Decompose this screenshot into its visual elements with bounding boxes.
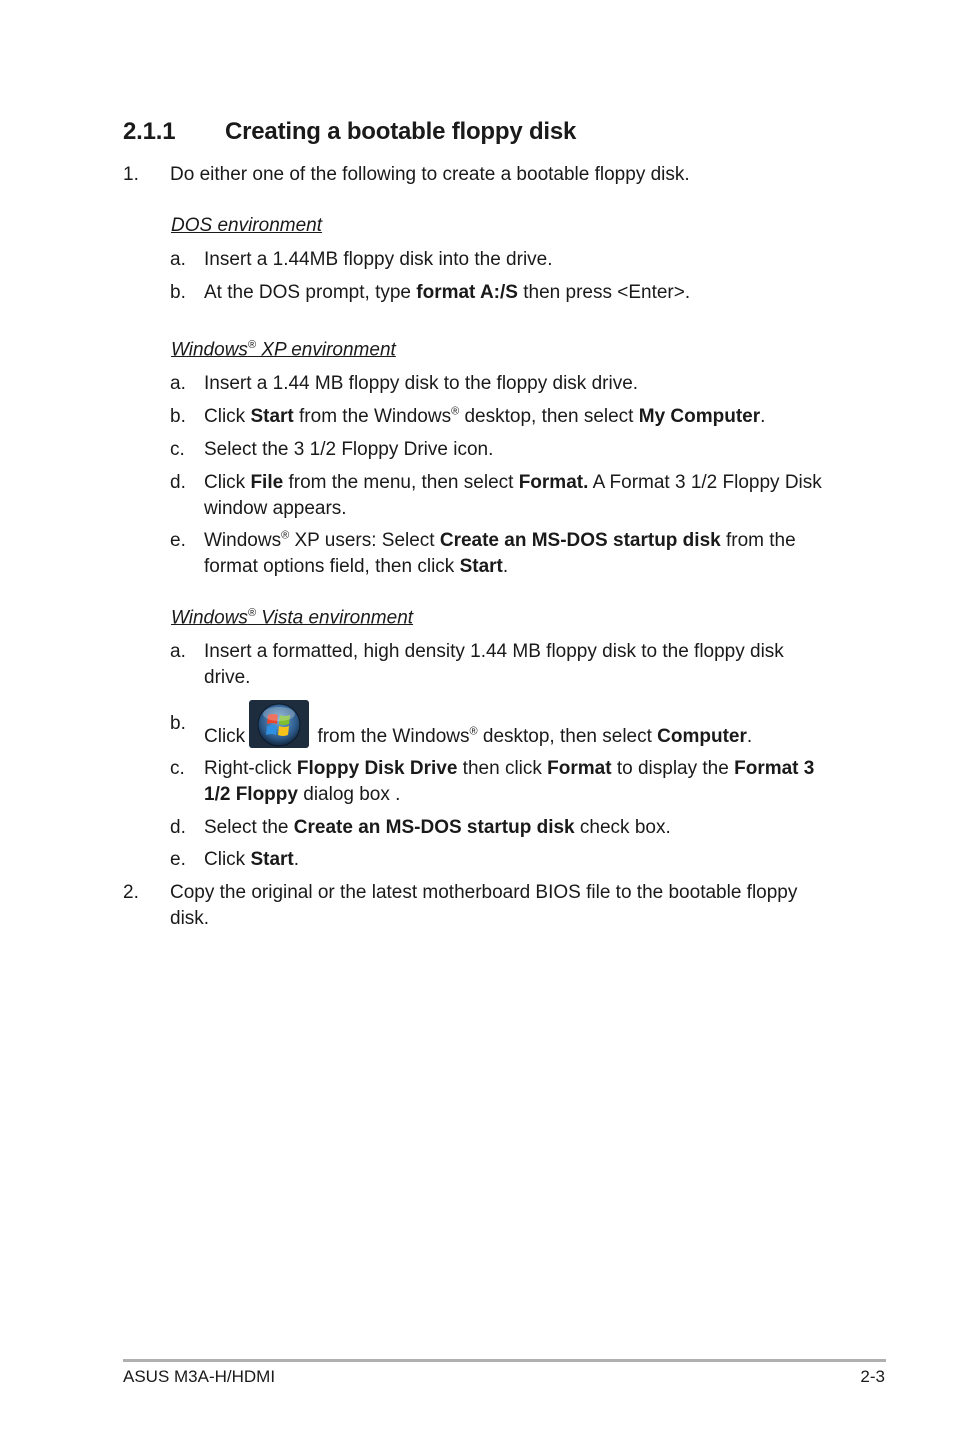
item-letter: a. [170,373,186,394]
item-letter: d. [170,472,186,493]
dos-item-a [170,247,835,273]
item-text: Click File from the menu, then select Format. A Format 3 1/2 Floppy Disk window appears. [204,472,822,519]
item-text: Select the Create an MS-DOS startup disk check box. [204,817,671,838]
vista-item-b [170,700,835,761]
xp-item-d [170,470,835,522]
section-heading [123,118,576,146]
item-text: Windows® XP users: Select Create an MS-DOS startup disk from the format options field, then click Start. [204,529,796,577]
item-letter: e. [170,849,186,870]
item-letter: e. [170,530,186,551]
dos-environment-title: DOS environment [171,215,323,236]
step-number: 2. [123,882,139,903]
xp-item-b [170,404,835,430]
footer-page-number: 2-3 [860,1367,885,1386]
step-number: 1. [123,164,139,185]
item-text: Select the 3 1/2 Floppy Drive icon. [204,439,494,460]
item-letter: a. [170,641,186,662]
vista-item-d [170,815,835,841]
xp-item-c [170,437,835,463]
footer-product-name: ASUS M3A-H/HDMI [123,1367,276,1386]
command-text: format A:/S [416,282,518,303]
step-text: Do either one of the following to create a bootable floppy disk. [170,164,690,185]
dos-item-b [170,280,835,306]
item-letter: b. [170,406,186,427]
vista-item-a [170,639,835,691]
item-letter: b. [170,713,186,734]
item-letter: a. [170,249,186,270]
item-text: Insert a 1.44 MB floppy disk to the floppy disk drive. [204,373,639,394]
item-letter: c. [170,439,185,460]
item-letter: c. [170,758,185,779]
footer-rule [123,1359,886,1362]
vista-environment-title: Windows® Vista environment [171,607,414,629]
section-number: 2.1.1 [123,118,176,145]
xp-item-a [170,371,835,397]
vista-item-c [170,756,835,808]
vista-item-e [170,847,835,873]
windows-start-orb-icon [249,700,309,748]
item-text: Click from the Windows® desktop, then select Computer. [204,700,835,761]
item-text: Insert a formatted, high density 1.44 MB floppy disk to the floppy disk drive. [204,641,784,688]
step-1 [123,162,833,188]
step-2 [123,880,833,932]
step-text: Copy the original or the latest motherboard BIOS file to the bootable floppy disk. [170,882,798,929]
item-text: Click Start from the Windows® desktop, then select My Computer. [204,405,766,427]
item-text: At the DOS prompt, type format A:/S then press <Enter>. [204,282,691,303]
xp-environment-title: Windows® XP environment [171,339,396,361]
item-letter: d. [170,817,186,838]
xp-item-e [170,528,835,580]
section-title: Creating a bootable floppy disk [225,118,577,145]
item-text: Insert a 1.44MB floppy disk into the drive. [204,249,553,270]
item-text: Click Start. [204,849,300,870]
item-text: Right-click Floppy Disk Drive then click Format to display the Format 3 1/2 Floppy dialog box . [204,758,815,805]
item-letter: b. [170,282,186,303]
